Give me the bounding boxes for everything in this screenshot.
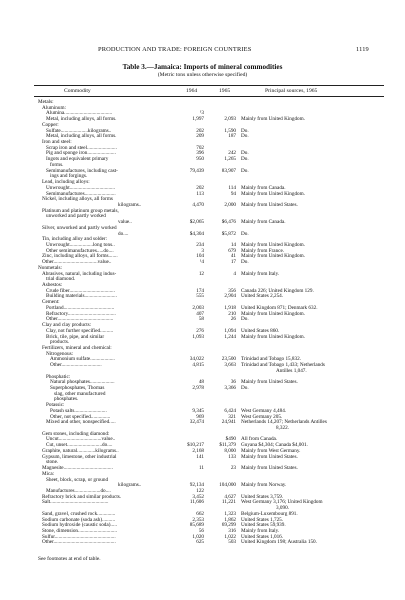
value-1965-cell: 242 xyxy=(228,150,236,157)
value-1965-cell: 2,000 xyxy=(224,201,236,208)
commodity-cell: Other..................................value.. xyxy=(42,259,112,266)
commodity-cell: Sulfur............................................... xyxy=(42,533,116,540)
commodity-cell: Building materials......................... xyxy=(46,293,117,300)
value-1964-cell: $4,304 xyxy=(189,230,204,237)
sources-cell: 3,090. xyxy=(276,505,289,512)
value-1965-cell: 210 xyxy=(228,310,236,317)
value-1965-cell: 679 xyxy=(228,247,236,254)
value-1965-cell: $5,872 xyxy=(221,230,236,237)
sources-cell: Do. xyxy=(241,259,249,266)
commodity-cell: Nitrogenous: xyxy=(46,350,74,357)
commodity-cell: Alumina..................................... xyxy=(46,110,113,117)
value-1965-cell: 2,093 xyxy=(224,116,236,123)
commodity-cell: Brick, tile, pipe, and similar xyxy=(46,333,105,340)
commodity-cell: Gypsum, limestone, other industrial xyxy=(42,453,117,460)
commodity-cell: Metals: xyxy=(38,99,54,105)
commodity-cell: Other........................................... xyxy=(46,316,114,323)
sources-cell: Trinidad and Tobago 15,832. xyxy=(241,356,302,363)
value-1964-cell: 4,815 xyxy=(192,362,204,369)
sources-cell: Mainly from West Germany. xyxy=(241,447,301,454)
commodity-cell: Semimanufactures, including cast- xyxy=(46,167,118,174)
commodity-cell: Sodium hydroxide (caustic soda)..... xyxy=(42,522,117,529)
value-1965-cell: 36 xyxy=(230,379,236,386)
sources-cell: Mainly from United States. xyxy=(241,453,298,460)
value-1965-cell: 187 xyxy=(228,133,236,140)
value-1964-cell: 202 xyxy=(196,127,204,134)
commodity-cell: Unwrought................................... xyxy=(46,184,116,191)
sources-cell: United Kingdom 198; Australia 150. xyxy=(241,539,317,546)
sources-cell: Do. xyxy=(241,133,249,140)
value-1964-cell: 12 xyxy=(198,270,204,277)
sources-cell: Mainly from United Kingdom. xyxy=(241,253,305,260)
sources-cell: Mainly from Italy. xyxy=(241,270,280,277)
value-1965-cell: $490 xyxy=(225,436,236,443)
commodity-cell: stone. xyxy=(46,459,59,466)
sources-cell: Mainly from United States. xyxy=(241,201,298,208)
value-1965-cell: 23,500 xyxy=(221,356,236,363)
sources-cell: Mainly from France. xyxy=(241,247,285,254)
sources-cell: United States 1,016. xyxy=(241,533,284,540)
sources-cell: Do. xyxy=(241,127,249,134)
sources-cell: United Kingdom 871; Denmark 632. xyxy=(241,304,318,311)
sources-cell: West Germany 3,176; United Kingdom xyxy=(241,499,323,506)
value-1964-cell: ¹3 xyxy=(199,110,204,117)
value-1965-cell: 1,244 xyxy=(224,333,236,340)
sources-cell: Belgium-Luxembourg 891. xyxy=(241,510,298,517)
commodity-cell: unworked and partly worked xyxy=(46,213,106,220)
commodity-cell: forms. xyxy=(50,161,64,168)
sources-cell: Antilles 1,047. xyxy=(276,367,307,374)
commodity-cell: Potash salts......................... xyxy=(50,407,107,414)
commodity-cell: Refractory brick and similar products. xyxy=(42,493,122,500)
value-1965-cell: 6,424 xyxy=(224,407,236,414)
commodity-cell: Salt............................................. xyxy=(42,499,109,506)
commodity-cell: Lead, including alloys: xyxy=(42,179,90,186)
value-1964-cell: 276 xyxy=(196,327,204,334)
commodity-cell: Crude fiber................................... xyxy=(46,287,115,294)
commodity-cell: Mica: xyxy=(42,470,55,477)
commodity-cell: Other............................... xyxy=(50,362,102,369)
commodity-cell: Metal, including alloys, all forms. xyxy=(46,116,117,123)
value-1965-cell: 1,323 xyxy=(224,510,236,517)
commodity-cell: Platinum and platinum group metals, xyxy=(42,207,119,214)
commodity-cell: Cut, unset...........................do.... xyxy=(46,442,113,449)
value-1964-cell: 2,003 xyxy=(192,304,204,311)
commodity-cell: Sheet, block, scrap, or ground xyxy=(46,476,109,483)
commodity-cell: Nickel, including alloys, all forms xyxy=(42,196,113,203)
value-1964-cell: 1,020 xyxy=(192,533,204,540)
value-1964-cell: 3,452 xyxy=(192,493,204,500)
commodity-cell: Silver, unworked and partly worked xyxy=(42,224,117,231)
sources-cell: Mainly from United Kingdom. xyxy=(241,310,305,317)
commodity-cell: Refractory..................................... xyxy=(46,310,116,317)
sources-cell: West Germany 4,484. xyxy=(241,407,287,414)
sources-cell: United States 860. xyxy=(241,327,280,334)
sources-cell: Mainly from United States. xyxy=(241,465,298,472)
value-1964-cell: ¹4 xyxy=(199,259,204,266)
commodity-cell: Ingots and equivalent primary xyxy=(46,156,109,163)
commodity-cell: Portland....................................... xyxy=(46,304,115,311)
commodity-cell: Magnesite...................................... xyxy=(42,465,113,472)
footnote: See footnotes at end of table. xyxy=(38,556,101,562)
sources-cell: Mainly from United Kingdom. xyxy=(241,333,305,340)
table-subtitle: (Metric tons unless otherwise specified) xyxy=(157,72,248,78)
value-1965-cell: 83,907 xyxy=(221,167,236,174)
value-1965-cell: 1,022 xyxy=(224,533,236,540)
commodity-cell: Other, not specified............... xyxy=(50,413,111,420)
commodity-cell: Other semimanufactures.....do.... xyxy=(46,247,114,254)
value-1965-cell: 24,941 xyxy=(221,419,236,426)
commodity-cell: Clay, not further specified.......... xyxy=(46,327,114,334)
commodity-cell: phosphates. xyxy=(54,396,79,403)
value-1964-cell: 11 xyxy=(199,465,204,472)
value-1965-cell: $6,476 xyxy=(221,219,236,226)
sources-cell: Netherlands 14,207; Netherlands Antilles xyxy=(241,419,327,426)
column-header-commodity: Commodity xyxy=(64,88,91,94)
commodity-cell: Fertilizers, mineral and chemical: xyxy=(42,344,112,351)
commodity-cell: Stone, dimension.............................. xyxy=(42,528,117,534)
sources-cell: Mainly from Canada. xyxy=(241,184,286,191)
value-1964-cell: 969 xyxy=(196,413,204,420)
sources-cell: Mainly from United Kingdom. xyxy=(241,116,305,123)
commodity-cell: Iron and steel: xyxy=(42,139,72,146)
value-1965-cell: 11,221 xyxy=(221,499,236,506)
commodity-cell: Superphosphates, Thomas xyxy=(50,385,105,391)
value-1964-cell: 234 xyxy=(196,242,204,248)
value-1964-cell: 396 xyxy=(196,150,204,157)
value-1965-cell: 114 xyxy=(228,184,236,191)
sources-cell: Mainly from United States. xyxy=(241,379,298,386)
value-1964-cell: 662 xyxy=(196,510,204,517)
commodity-cell: Other................................................ xyxy=(42,539,116,546)
value-1964-cell: 9,345 xyxy=(192,407,204,414)
value-1965-cell: 14 xyxy=(230,242,236,248)
value-1965-cell: 356 xyxy=(228,287,236,294)
value-1965-cell: 69,299 xyxy=(221,522,236,529)
column-header-1965: 1965 xyxy=(219,88,231,94)
commodity-cell: ings and forgings. xyxy=(50,173,88,180)
value-1964-cell: 625 xyxy=(196,539,204,546)
commodity-cell: Metal, including alloys, all forms. xyxy=(46,133,117,140)
value-1965-cell: 26 xyxy=(230,316,236,323)
commodity-cell: kilograms.. xyxy=(118,482,142,489)
commodity-cell: Gem stones, including diamond: xyxy=(42,430,110,437)
value-1964-cell: 4,470 xyxy=(192,201,204,208)
sources-cell: West Germany 205. xyxy=(241,413,283,420)
page-number: 1119 xyxy=(356,46,369,53)
value-1964-cell: 2,978 xyxy=(192,385,204,391)
value-1965-cell: 1,094 xyxy=(224,327,236,334)
sources-cell: Mainly from Norway. xyxy=(241,482,287,489)
value-1964-cell: 950 xyxy=(196,156,204,163)
sources-cell: 8,322. xyxy=(276,425,289,432)
sources-cell: United States 3,759. xyxy=(241,493,284,500)
commodity-cell: do.... xyxy=(118,230,129,237)
value-1964-cell: 92,134 xyxy=(189,482,204,489)
column-header-sources: Principal sources, 1965 xyxy=(265,88,318,94)
sources-cell: All from Canada. xyxy=(241,436,278,443)
commodity-cell: Sand, gravel, crushed rock.............. xyxy=(42,510,116,517)
sources-cell: Do. xyxy=(241,150,249,157)
value-1964-cell: $10,217 xyxy=(187,442,204,449)
sources-cell: United States 1,725. xyxy=(241,516,284,523)
value-1964-cell: 3 xyxy=(201,247,204,254)
value-1965-cell: 503 xyxy=(228,539,236,546)
value-1965-cell: 94 xyxy=(230,190,236,197)
sources-cell: Mainly from Italy. xyxy=(241,528,280,534)
value-1965-cell: 1,265 xyxy=(224,156,236,163)
running-title: PRODUCTION AND TRADE: FOREIGN COUNTRIES xyxy=(98,46,252,53)
value-1965-cell: 133 xyxy=(228,453,236,460)
value-1965-cell: 2,904 xyxy=(224,293,236,300)
commodity-cell: Abrasives, natural, including indus- xyxy=(42,270,117,277)
commodity-cell: Manufactures....................do.... xyxy=(46,487,111,494)
commodity-cell: Scrap iron and steel....................... xyxy=(46,144,117,151)
table-row xyxy=(0,539,405,545)
value-1965-cell: 1,918 xyxy=(224,304,236,311)
commodity-cell: value.. xyxy=(118,219,132,226)
commodity-cell: Tin, including alloy and solder: xyxy=(42,236,108,243)
commodity-cell: products. xyxy=(50,339,70,346)
sources-cell: United States 2,254. xyxy=(241,293,284,300)
sources-cell: Do. xyxy=(241,316,249,323)
commodity-cell: Asbestos: xyxy=(42,282,63,289)
sources-cell: Do. xyxy=(241,167,249,174)
value-1965-cell: 8,000 xyxy=(224,447,236,454)
commodity-cell: Natural phosphates................... xyxy=(50,379,115,386)
commodity-cell: Graphite, natural..............kilograms.. xyxy=(42,447,119,454)
value-1964-cell: 79,439 xyxy=(189,167,204,174)
sources-cell: Do. xyxy=(241,156,249,163)
commodity-cell: Unwrought..................long tons.. xyxy=(46,242,115,248)
value-1965-cell: 1,862 xyxy=(224,516,236,523)
value-1965-cell: 17 xyxy=(230,259,236,266)
value-1964-cell: 407 xyxy=(196,310,204,317)
value-1965-cell: $11,379 xyxy=(219,442,236,449)
sources-cell: Mainly from Canada. xyxy=(241,219,286,226)
sources-cell: Guyana $4,304; Canada $4,001. xyxy=(241,442,308,449)
value-1964-cell: 2,353 xyxy=(192,516,204,523)
sources-cell: Mainly from United Kingdom. xyxy=(241,190,305,197)
value-1964-cell: 1,093 xyxy=(192,333,204,340)
value-1964-cell: 34,022 xyxy=(189,356,204,363)
value-1964-cell: $2,065 xyxy=(189,219,204,226)
commodity-cell: Sulfate.....................kilograms.. xyxy=(46,127,112,134)
commodity-cell: Aluminum: xyxy=(42,104,66,111)
value-1964-cell: 2,168 xyxy=(192,447,204,454)
value-1965-cell: 1,590 xyxy=(224,127,236,134)
value-1964-cell: 702 xyxy=(196,144,204,151)
commodity-cell: Potassic: xyxy=(46,402,65,409)
commodity-cell: Nonmetals: xyxy=(38,264,62,271)
sources-cell: Do. xyxy=(241,230,249,237)
value-1964-cell: 11,606 xyxy=(189,499,204,506)
table-title: Table 3.—Jamaica: Imports of mineral commodities xyxy=(122,63,283,71)
commodity-cell: trial diamond. xyxy=(46,276,76,283)
commodity-cell: slag, other manufactured xyxy=(54,390,106,397)
value-1964-cell: 48 xyxy=(198,379,204,386)
value-1965-cell: 321 xyxy=(228,413,236,420)
value-1965-cell: 4,627 xyxy=(224,493,236,500)
value-1965-cell: 4 xyxy=(233,270,236,277)
commodity-cell: Phosphatic: xyxy=(46,373,71,380)
value-1965-cell: 23 xyxy=(230,465,236,472)
value-1964-cell: 141 xyxy=(196,453,204,460)
sources-cell: United States 59,939. xyxy=(241,522,286,529)
value-1964-cell: 174 xyxy=(196,287,204,294)
value-1964-cell: 56 xyxy=(198,528,204,534)
value-1965-cell: 3,366 xyxy=(224,385,236,391)
commodity-cell: Zinc, including alloys, all forms....... xyxy=(42,253,118,260)
column-header-1964: 1964 xyxy=(186,88,198,94)
value-1965-cell: 316 xyxy=(228,528,236,534)
value-1965-cell: 104,000 xyxy=(219,482,236,489)
value-1964-cell: 202 xyxy=(196,184,204,191)
value-1964-cell: 32,474 xyxy=(189,419,204,426)
value-1964-cell: 1,997 xyxy=(192,116,204,123)
value-1964-cell: 555 xyxy=(196,293,204,300)
value-1964-cell: 85,689 xyxy=(189,522,204,529)
commodity-cell: kilograms.. xyxy=(118,201,142,208)
value-1964-cell: 58 xyxy=(198,316,204,323)
value-1964-cell: 104 xyxy=(196,253,204,260)
commodity-cell: Cement: xyxy=(42,299,60,306)
value-1965-cell: 41 xyxy=(230,253,236,260)
commodity-cell: Mixed and other, nonspecified..... xyxy=(46,419,116,426)
commodity-cell: Ammonium sulfate................... xyxy=(50,356,115,363)
value-1964-cell: 209 xyxy=(196,133,204,140)
value-1964-cell: 122 xyxy=(196,487,204,494)
commodity-cell: Copper: xyxy=(42,121,59,128)
commodity-cell: Pig and sponge iron...................... xyxy=(46,150,116,157)
commodity-cell: Sodium carbonate (soda ash).......... xyxy=(42,516,116,523)
commodity-cell: Semimanufactures........................ xyxy=(46,190,116,197)
sources-cell: Trinidad and Tobago 1,433; Netherlands xyxy=(241,362,325,369)
sources-cell: Canada 226; United Kingdom 129. xyxy=(241,287,314,294)
value-1964-cell: 113 xyxy=(196,190,204,197)
commodity-cell: Clay and clay products: xyxy=(42,322,92,329)
sources-cell: Do. xyxy=(241,385,249,391)
sources-cell: Mainly from United Kingdom. xyxy=(241,242,305,248)
commodity-cell: Uncut.................................value.. xyxy=(46,436,116,443)
value-1965-cell: 3,663 xyxy=(224,362,236,369)
